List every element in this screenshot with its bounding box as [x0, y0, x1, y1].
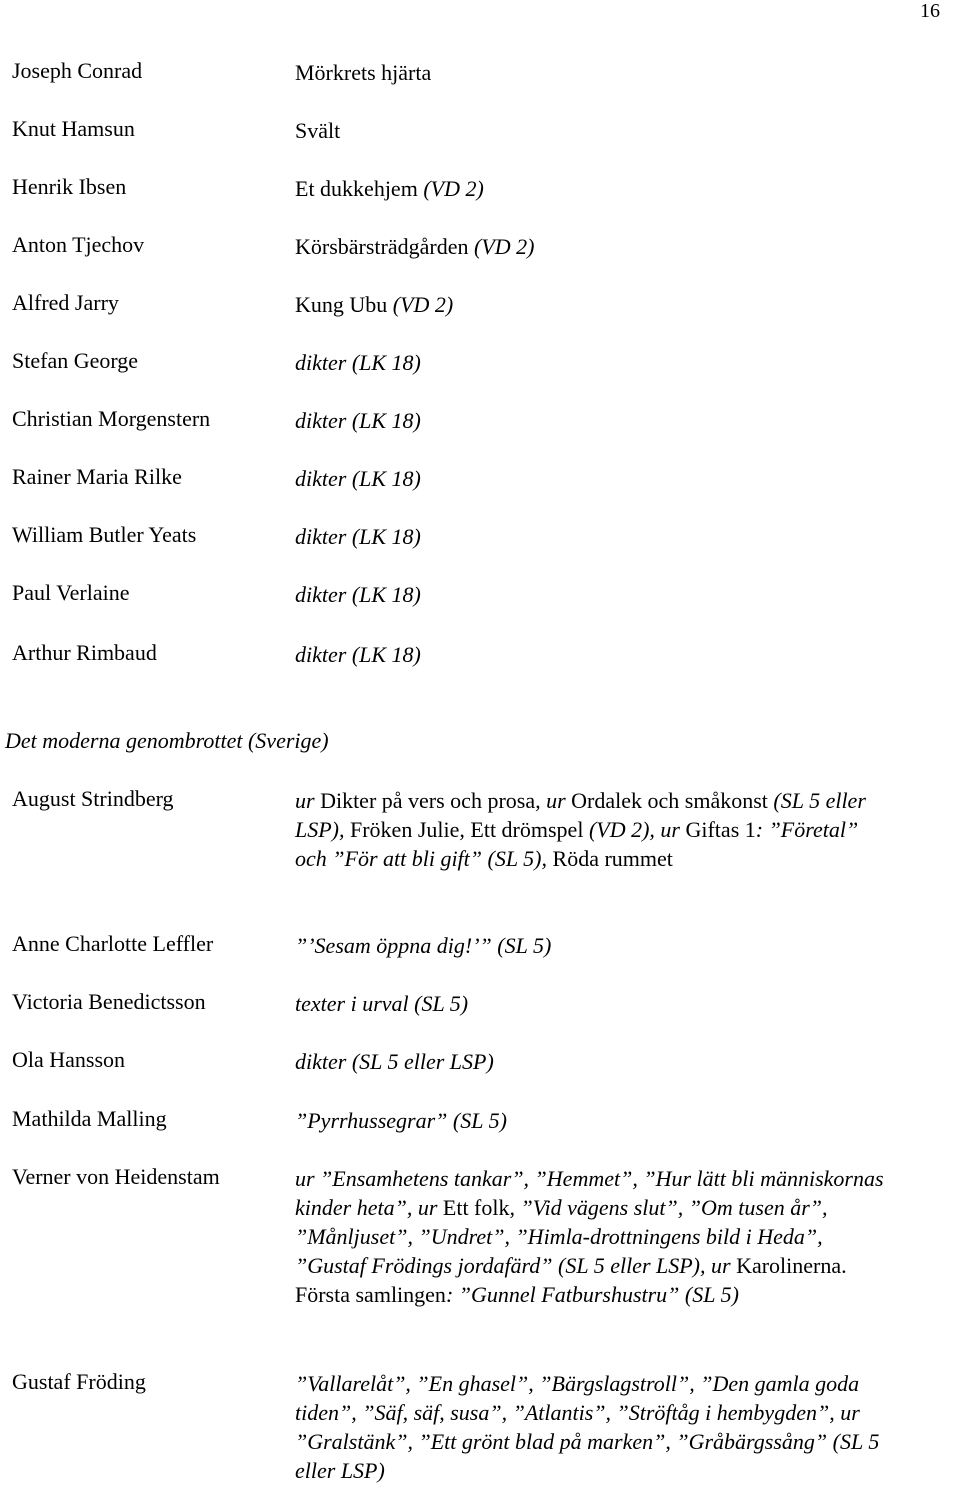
- work-segment: dikter (SL 5 eller LSP): [295, 1049, 494, 1074]
- work-title: [295, 580, 885, 609]
- work-title: [295, 786, 885, 873]
- work-segment: Mörkrets hjärta: [295, 60, 432, 85]
- work-segment: (SL 5 eller LSP),: [295, 788, 866, 842]
- work-title: [295, 1047, 885, 1076]
- work-title: [295, 640, 885, 669]
- work-segment: Svält: [295, 118, 341, 143]
- work-title: [295, 1164, 885, 1309]
- work-segment: dikter (LK 18): [295, 466, 421, 491]
- work-segment: dikter (LK 18): [295, 582, 421, 607]
- work-segment: ”Vallarelåt”, ”En ghasel”, ”Bärgslagstroll”, ”Den gamla goda tiden”, ”Säf, säf, susa”, ”Atlantis”, ”Ströftåg i hembygden”, ur ”Gralstänk”, ”Ett grönt blad på marken”, ”Gråbärgssång” (SL 5 eller LSP): [295, 1371, 880, 1483]
- work-title: [295, 174, 885, 203]
- work-title: [295, 406, 885, 435]
- work-segment: Ett folk: [442, 1195, 510, 1220]
- work-segment: ”’Sesam öppna dig!’” (SL 5): [295, 933, 552, 958]
- work-title: [295, 1369, 885, 1485]
- author-name: Arthur Rimbaud: [12, 640, 157, 665]
- author-name: Victoria Benedictsson: [12, 989, 206, 1014]
- work-title: [295, 290, 885, 319]
- work-title: [295, 464, 885, 493]
- work-segment: Ordalek och småkonst: [571, 788, 768, 813]
- work-title: [295, 989, 885, 1018]
- author-name: Henrik Ibsen: [12, 174, 127, 199]
- work-segment: texter i urval (SL 5): [295, 991, 469, 1016]
- section-heading: Det moderna genombrottet (Sverige): [5, 728, 329, 753]
- author-name: Knut Hamsun: [12, 116, 135, 141]
- author-name: Stefan George: [12, 348, 139, 373]
- work-segment: dikter (LK 18): [295, 408, 421, 433]
- work-segment: , ur: [535, 788, 572, 813]
- work-segment: Kung Ubu: [295, 292, 393, 317]
- work-segment: ur ”Ensamhetens tankar”, ”Hemmet”, ”Hur lätt bli människornas kinder heta”, ur: [295, 1166, 884, 1220]
- author-name: Mathilda Malling: [12, 1106, 167, 1131]
- work-segment: dikter (LK 18): [295, 642, 421, 667]
- work-segment: Körsbärsträdgården: [295, 234, 474, 259]
- work-segment: ur: [295, 788, 321, 813]
- work-segment: Giftas 1: [685, 817, 756, 842]
- author-name: August Strindberg: [12, 786, 174, 811]
- work-segment: (VD 2): [423, 176, 484, 201]
- work-segment: ”Pyrrhussegrar” (SL 5): [295, 1108, 507, 1133]
- work-segment: Ett drömspel: [470, 817, 584, 842]
- page-number: 16: [920, 0, 940, 22]
- author-name: Gustaf Fröding: [12, 1369, 146, 1394]
- work-title: [295, 232, 885, 261]
- work-title: [295, 116, 885, 145]
- work-title: [295, 931, 885, 960]
- work-segment: dikter (LK 18): [295, 350, 421, 375]
- author-name: Paul Verlaine: [12, 580, 130, 605]
- author-name: William Butler Yeats: [12, 522, 197, 547]
- work-segment: dikter (LK 18): [295, 524, 421, 549]
- author-name: Ola Hansson: [12, 1047, 126, 1072]
- work-title: [295, 348, 885, 377]
- author-name: Anton Tjechov: [12, 232, 145, 257]
- author-name: Rainer Maria Rilke: [12, 464, 182, 489]
- work-segment: Dikter på vers och prosa: [320, 788, 536, 813]
- work-segment: (VD 2): [392, 292, 454, 317]
- work-segment: ,: [459, 817, 471, 842]
- work-segment: (VD 2): [474, 234, 535, 259]
- author-name: Anne Charlotte Leffler: [12, 931, 214, 956]
- work-segment: , ”Vid vägens slut”, ”Om tusen år”, ”Månljuset”, ”Undret”, ”Himla-drottningens bild i Heda”, ”Gustaf Frödings jordafärd” (SL 5 eller LSP), ur: [295, 1195, 828, 1278]
- author-name: Joseph Conrad: [12, 58, 143, 83]
- author-name: Verner von Heidenstam: [12, 1164, 220, 1189]
- work-title: [295, 522, 885, 551]
- author-name: Christian Morgenstern: [12, 406, 211, 431]
- work-segment: Fröken Julie: [350, 817, 460, 842]
- work-title: [295, 1106, 885, 1135]
- work-segment: : ”Företal” och ”För att bli gift” (SL 5),: [295, 817, 859, 871]
- work-segment: Röda rummet: [552, 846, 673, 871]
- work-title: [295, 58, 885, 87]
- author-name: Alfred Jarry: [12, 290, 119, 315]
- work-segment: : ”Gunnel Fatburshustru” (SL 5): [445, 1282, 739, 1307]
- work-segment: (VD 2), ur: [583, 817, 686, 842]
- work-segment: Et dukkehjem: [295, 176, 424, 201]
- work-segment: Karolinerna. Första samlingen: [295, 1253, 847, 1307]
